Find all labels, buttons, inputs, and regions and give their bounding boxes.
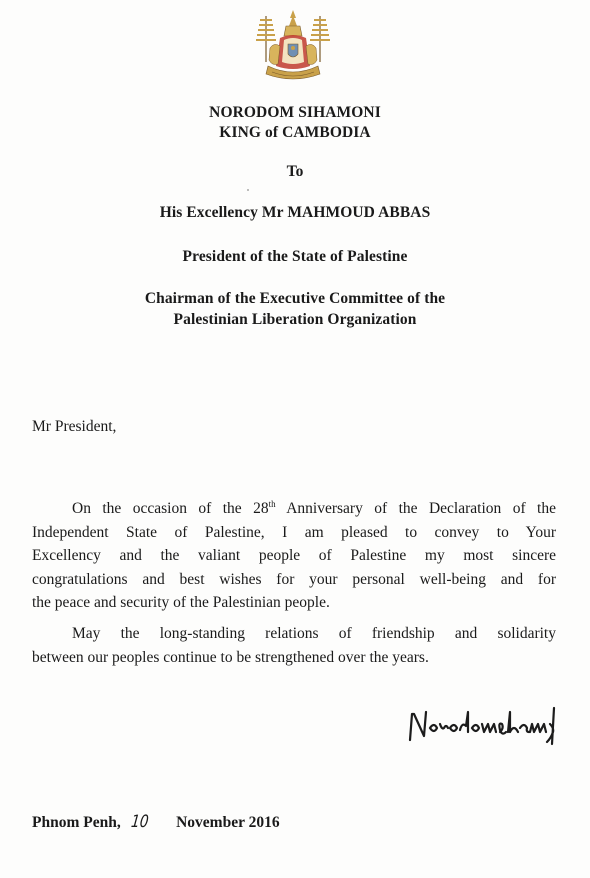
- paragraph-line: the peace and security of the Palestinian people.: [32, 594, 330, 611]
- ordinal-suffix: th: [268, 499, 276, 509]
- date-place: Phnom Penh,: [32, 814, 121, 831]
- paragraph-text: On the occasion of the 28: [72, 500, 269, 517]
- paragraph-line: May the long-standing relations of friendship and solidarity: [72, 625, 556, 642]
- paragraph-line: congratulations and best wishes for your personal well-being and for: [32, 570, 556, 588]
- date-day-handwritten: 10: [129, 812, 150, 832]
- recipient-role-president: President of the State of Palestine: [182, 248, 408, 265]
- date-month-year: November 2016: [176, 814, 280, 831]
- date-line: [32, 812, 280, 832]
- body-paragraph-1: [32, 497, 556, 615]
- royal-crest-emblem: [248, 8, 338, 86]
- recipient-name: His Excellency Mr MAHMOUD ABBAS: [159, 204, 431, 221]
- recipient-role-chairman-line2: Palestinian Liberation Organization: [173, 311, 417, 328]
- address-to: To: [286, 163, 304, 180]
- paragraph-text: Anniversary of the Declaration of the: [275, 500, 556, 517]
- paper-speck: [247, 189, 249, 191]
- sender-title: KING of CAMBODIA: [219, 124, 371, 141]
- paragraph-line: [32, 497, 556, 521]
- body-paragraph-2: [32, 622, 556, 669]
- paragraph-line: Excellency and the valiant people of Palestine my most sincere: [32, 547, 556, 564]
- recipient-role-chairman-line1: Chairman of the Executive Committee of the: [144, 290, 446, 307]
- salutation: Mr President,: [32, 418, 117, 435]
- paragraph-line: Independent State of Palestine, I am pleased to convey to Your: [32, 523, 556, 541]
- handwritten-signature: [404, 702, 564, 748]
- sender-name: NORODOM SIHAMONI: [209, 104, 381, 121]
- paragraph-line: between our peoples continue to be strengthened over the years.: [32, 648, 429, 666]
